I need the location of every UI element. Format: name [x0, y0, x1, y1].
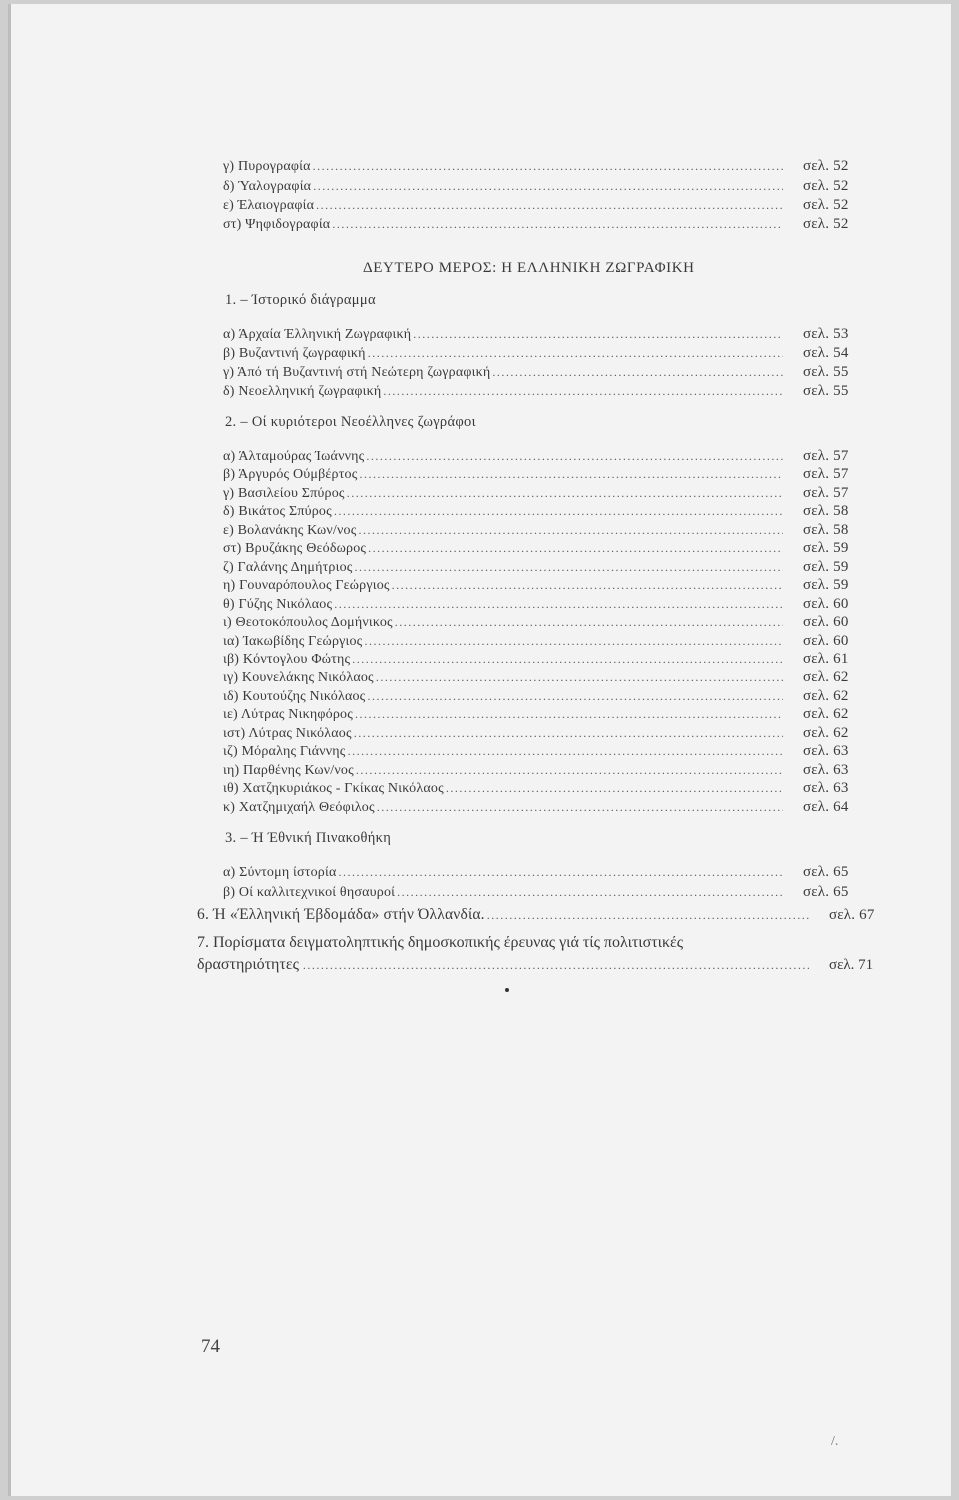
toc-entry-label: β) Οί καλλιτεχνικοί θησαυροί: [223, 885, 396, 900]
leader-dots: [356, 760, 783, 780]
toc-entry-label: ια) Ίακωβίδης Γεώργιος: [223, 633, 363, 649]
toc-entry-page: σελ. 60: [803, 632, 849, 649]
toc-entry-label: γ) Βασιλείου Σπύρος: [223, 485, 345, 501]
leader-dots: [492, 362, 783, 382]
toc-entry-page: σελ. 63: [803, 761, 849, 778]
toc-entry-page: σελ. 62: [803, 706, 849, 723]
toc-entry-page: σελ. 62: [803, 724, 849, 741]
leader-dots: [368, 343, 783, 363]
toc-entry-page: σελ. 67: [829, 907, 875, 923]
part-title: ΔΕΥΤΕΡΟ ΜΕΡΟΣ: Η ΕΛΛΗΝΙΚΗ ΖΩΓΡΑΦΙΚΗ: [363, 260, 695, 276]
toc-entry-label: στ) Ψηφιδογραφία: [223, 217, 331, 232]
toc-entry-label: ζ) Γαλάνης Δημήτριος: [223, 559, 353, 575]
toc-entry-page: σελ. 71: [829, 957, 874, 973]
toc-entry: [223, 667, 907, 687]
toc-entry: [223, 741, 907, 761]
toc-entry-page: σελ. 59: [803, 540, 849, 557]
leader-dots: [377, 797, 783, 817]
toc-entry: [223, 214, 907, 234]
toc-entry: [223, 483, 907, 503]
toc-entry: [223, 631, 907, 651]
leader-dots: [368, 538, 783, 558]
toc-entry-label: ε) Έλαιογραφία: [223, 198, 315, 213]
section-title: 1. – Ίστορικό διάγραμμα: [225, 292, 376, 308]
toc-entry-label: α) Άλταμούρας Ίωάννης: [223, 449, 365, 464]
toc-entry-page: σελ. 62: [803, 669, 849, 686]
toc-entry: [223, 501, 907, 521]
toc-entry-page: σελ. 63: [803, 780, 849, 797]
toc-entry-line2: [197, 954, 907, 976]
toc-entry-page: σελ. 55: [803, 383, 849, 399]
toc-entry-label: ιε) Λύτρας Νικηφόρος: [223, 707, 353, 723]
toc-entry-page: σελ. 65: [803, 884, 849, 900]
leader-dots: [367, 686, 783, 706]
leader-dots: [355, 704, 783, 724]
toc-entry: [223, 195, 907, 215]
toc-entry-label: γ) Άπό τή Βυζαντινή στή Νεώτερη ζωγραφική: [223, 365, 491, 380]
toc-entry: [223, 778, 907, 798]
toc-entry-page: σελ. 57: [803, 448, 849, 464]
toc-entry-label-line1: 7. Πορίσματα δειγματοληπτικής δημοσκοπικής έρευνας γιά τίς πολιτιστικές: [197, 934, 684, 951]
leader-dots: [313, 176, 783, 196]
toc-entry-label: κ) Χατζημιχαήλ Θεόφιλος: [223, 799, 375, 815]
toc-entry-page: σελ. 58: [803, 503, 849, 520]
toc-entry: [223, 612, 907, 632]
toc-entry: [223, 156, 907, 176]
document-page: [8, 4, 951, 1496]
toc-entry-page: σελ. 60: [803, 595, 849, 612]
toc-entry: [223, 381, 907, 401]
toc-entry: [223, 686, 907, 706]
toc-entry-label: ι) Θεοτοκόπουλος Δομήνικος: [223, 615, 393, 631]
toc-entry: [223, 176, 907, 196]
toc-entry-label: ε) Βολανάκης Κων/νος: [223, 522, 357, 538]
leader-dots: [332, 214, 783, 234]
toc-entry-label: 6. Ή «Έλληνική Έβδομάδα» στήν Όλλανδία.: [197, 906, 485, 923]
toc-entry-label: δ) Βικάτος Σπύρος: [223, 504, 332, 520]
leader-dots: [347, 483, 783, 503]
toc-entry-label: η) Γουναρόπουλος Γεώργιος: [223, 578, 390, 594]
toc-entry-page: σελ. 57: [803, 484, 849, 501]
toc-entry-page: σελ. 52: [803, 178, 849, 194]
leader-dots: [354, 723, 783, 743]
toc-entry-label: δ) Νεοελληνική ζωγραφική: [223, 384, 382, 399]
toc-entry-page: σελ. 52: [803, 216, 849, 232]
toc-entry-page: σελ. 64: [803, 798, 849, 815]
toc-entry-page: σελ. 55: [803, 364, 849, 380]
toc-entry-label: α) Σύντομη ίστορία: [223, 865, 337, 880]
leader-dots: [366, 446, 783, 466]
toc-entry-label: ιδ) Κουτούζης Νικόλαος: [223, 688, 366, 704]
toc-entry-label: β) Βυζαντινή ζωγραφική: [223, 346, 366, 361]
toc-entry-page: σελ. 61: [803, 650, 849, 667]
leader-dots: [339, 862, 784, 882]
toc-entry-page: σελ. 58: [803, 521, 849, 538]
leader-dots: [352, 649, 783, 669]
leader-dots: [303, 954, 809, 976]
toc-entry-label: ιζ) Μόραλης Γιάννης: [223, 744, 346, 760]
toc-entry-page: σελ. 52: [803, 158, 849, 174]
toc-entry: [223, 520, 907, 540]
section-title: 3. – Ή Έθνική Πινακοθήκη: [225, 830, 392, 846]
page-number: 74: [201, 1336, 220, 1357]
leader-dots: [334, 501, 783, 521]
toc-entry: [223, 324, 907, 344]
toc-entry-page: σελ. 54: [803, 345, 849, 361]
leader-dots: [359, 520, 784, 540]
toc-entry: [223, 594, 907, 614]
leader-dots: [446, 778, 783, 798]
leader-dots: [413, 324, 783, 344]
leader-dots: [316, 195, 783, 215]
toc-entry: [197, 905, 907, 925]
toc-entry-label-line2: δραστηριότητες: [197, 956, 299, 973]
toc-entry: [223, 343, 907, 363]
toc-entry-page: σελ. 57: [803, 466, 849, 483]
toc-entry: [223, 882, 907, 902]
toc-entry-page: σελ. 52: [803, 197, 849, 213]
toc-entry-page: σελ. 53: [803, 326, 849, 342]
toc-entry-page: σελ. 59: [803, 558, 849, 575]
toc-entry-page: σελ. 59: [803, 577, 849, 594]
toc-entry-page: σελ. 63: [803, 743, 849, 760]
toc-entry-multiline: [197, 932, 907, 976]
toc-entry-page: σελ. 65: [803, 864, 849, 880]
toc-entry: [223, 797, 907, 817]
toc-entry-page: σελ. 62: [803, 687, 849, 704]
leader-dots: [355, 557, 783, 577]
toc-entry: [223, 760, 907, 780]
toc-entry: [223, 557, 907, 577]
toc-entry: [223, 575, 907, 595]
section-title: 2. – Οί κυριότεροι Νεοέλληνες ζωγράφοι: [225, 414, 476, 430]
toc-entry-label: θ) Γύζης Νικόλαος: [223, 596, 333, 612]
toc-entry-label: ιγ) Κουνελάκης Νικόλαος: [223, 670, 374, 686]
toc-entry: [223, 464, 907, 484]
toc-entry: [223, 362, 907, 382]
toc-entry-label: β) Άργυρός Ούμβέρτος: [223, 467, 358, 483]
leader-dots: [395, 612, 783, 632]
toc-entry-label: δ) Ύαλογραφία: [223, 179, 312, 194]
toc-entry-page: σελ. 60: [803, 614, 849, 631]
toc-entry: [223, 538, 907, 558]
toc-entry: [223, 649, 907, 669]
leader-dots: [313, 156, 783, 176]
leader-dots: [348, 741, 783, 761]
toc-entry: [223, 862, 907, 882]
bullet-mark: [505, 988, 509, 992]
toc-entry-label: ιβ) Κόντογλου Φώτης: [223, 651, 351, 667]
leader-dots: [359, 464, 783, 484]
leader-dots: [487, 905, 809, 925]
toc-entry-label: ιη) Παρθένης Κων/νος: [223, 762, 354, 778]
toc-entry-label: ιθ) Χατζηκυριάκος - Γκίκας Νικόλαος: [223, 781, 444, 797]
leader-dots: [364, 631, 783, 651]
leader-dots: [383, 381, 783, 401]
toc-entry-label: ιστ) Λύτρας Νικόλαος: [223, 725, 352, 741]
toc-entry-label: α) Άρχαία Έλληνική Ζωγραφική: [223, 327, 412, 342]
leader-dots: [334, 594, 783, 614]
toc-entry: [223, 704, 907, 724]
leader-dots: [392, 575, 783, 595]
leader-dots: [397, 882, 783, 902]
toc-entry: [223, 446, 907, 466]
leader-dots: [376, 667, 783, 687]
toc-entry-label: στ) Βρυζάκης Θεόδωρος: [223, 541, 367, 557]
toc-entry: [223, 723, 907, 743]
pen-mark: /.: [831, 1434, 839, 1449]
toc-entry-label: γ) Πυρογραφία: [223, 159, 311, 174]
